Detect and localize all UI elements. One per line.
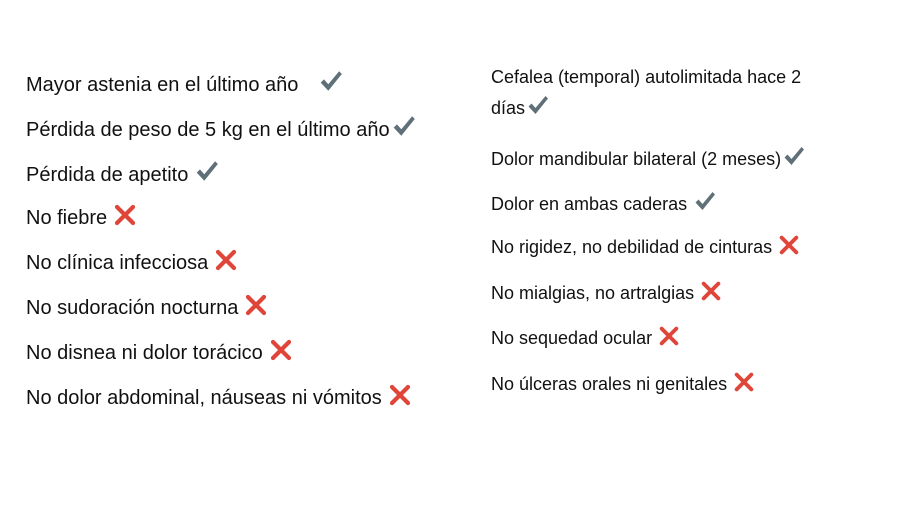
item-text: Pérdida de apetito <box>26 164 189 186</box>
item-text: No sudoración nocturna <box>26 297 239 319</box>
check-icon <box>194 158 220 184</box>
list-item <box>26 68 344 96</box>
item-text: No úlceras orales ni genitales <box>491 374 728 394</box>
item-text: No clínica infecciosa <box>26 252 209 274</box>
list-item <box>491 62 836 124</box>
list-item <box>491 325 680 349</box>
cross-icon <box>658 325 680 347</box>
list-item <box>26 338 293 364</box>
list-item <box>491 234 800 258</box>
cross-icon <box>244 293 268 317</box>
cross-icon <box>214 248 238 272</box>
item-text: No mialgias, no artralgias <box>491 283 695 303</box>
cross-icon <box>388 383 412 407</box>
cross-icon <box>700 280 722 302</box>
list-item <box>26 158 220 186</box>
item-text: No sequedad ocular <box>491 328 653 348</box>
list-item <box>26 248 238 274</box>
item-text: No rigidez, no debilidad de cinturas <box>491 237 773 257</box>
item-text: No disnea ni dolor torácico <box>26 342 263 364</box>
item-text: No fiebre <box>26 207 108 229</box>
check-icon <box>391 113 417 139</box>
item-text: Dolor en ambas caderas <box>491 194 688 214</box>
cross-icon <box>269 338 293 362</box>
item-text: Cefalea (temporal) autolimitada hace 2 días <box>491 67 802 118</box>
list-item <box>491 144 806 170</box>
cross-icon <box>113 203 137 227</box>
list-item <box>26 383 412 409</box>
item-text: Mayor astenia en el último año <box>26 74 299 96</box>
list-item <box>491 371 755 395</box>
list-item <box>26 113 417 141</box>
list-item <box>26 203 137 229</box>
list-item <box>491 280 722 304</box>
item-text: No dolor abdominal, náuseas ni vómitos <box>26 387 382 409</box>
list-item <box>491 189 717 215</box>
item-text: Pérdida de peso de 5 kg en el último año <box>26 119 390 141</box>
check-icon <box>782 144 806 168</box>
item-text: Dolor mandibular bilateral (2 meses) <box>491 149 782 169</box>
check-icon <box>693 189 717 213</box>
list-item <box>26 293 268 319</box>
check-icon <box>318 68 344 94</box>
check-icon <box>526 93 550 117</box>
cross-icon <box>733 371 755 393</box>
cross-icon <box>778 234 800 256</box>
